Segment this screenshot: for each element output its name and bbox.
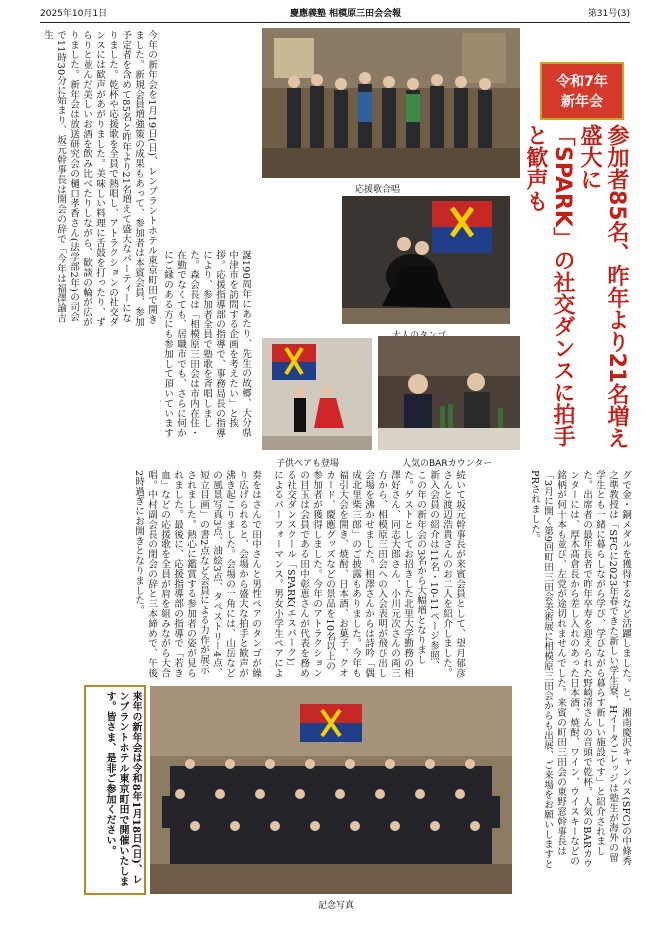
event-badge: [540, 62, 624, 120]
kids-caption: 子供ペアも登場: [276, 459, 340, 469]
badge-line2: 新年会: [561, 94, 603, 110]
article-guests-column: 続いて坂元幹事長が来賓会員として、望月郁彦さんと渡辺浩貴さんのお二人を紹介しました。新入会員の紹介は11名・10-11ページ参照、この年の新年会の3名から大幅増となりました。ゲストとしてお招きした北里大学勤務の相澤好さん、同志大郎さん、小川元次さんの両三方から、相模原三田会への入会表明が飛び出し会場を沸かせました。相澤さんからは詩吟「偶成北里柴三郎」のご披露もありました。今年も福引大会を開き、焼酎、日本酒、お菓子、クオカード、慶應グッズなどの景品を10名以上の参加者が獲得しました。今年のアトラクションの目玉は会員である田中彰恵さんが代表を務める社交ダンスクール「SPARK(エスパーク)」によるパーフォーマンス。男女小学生ペアによ: [272, 470, 465, 678]
headline-line1: 参加者85名、昨年より21名増え盛大に: [577, 124, 629, 450]
group-photo: [150, 686, 512, 894]
bar-caption: 人気のBARカウンター: [402, 459, 493, 469]
article-closing-column: 奏をはさんで田中さんと男性ペアのタンゴが繰り広げられると、会場から盛大な拍手と歓声が沸き起こりました。会場の一角には、山岳などの風景写真3点、油絵3点、タペストリー4点、短立目画」の書2点など会員による力作が展示されました。熱心に鑑賞する参加者の姿が見られました。最後に、応援指導部の指導で「若き血」などの応援歌を全員が肩を組みながら大合唱。中村副会長の閉会の辞と三本締めで、午後2時過ぎにお開きとなりました。: [133, 470, 261, 678]
headline-line2: 「SPARK」の社交ダンスに拍手と歓声も: [523, 124, 575, 447]
next-event-notice: [84, 685, 146, 895]
page-header: [40, 6, 630, 20]
notice-text: 来年の新年会は令和8年1月18日(日)、レンブラントホテル東京町田で開催いたします。皆さま、是非ご参加ください。: [104, 691, 141, 887]
bar-photo: [378, 336, 520, 450]
cheer-caption: 応援歌合唱: [355, 185, 401, 195]
tango-photo: [342, 196, 510, 324]
cheer-photo: [262, 28, 520, 178]
header-date: 2025年10月1日: [40, 9, 108, 19]
group-caption: 記念写真: [318, 901, 355, 911]
article-intro-column: 今年の新年会を1月19日(日)、レンブラントホテル東京町田で開きました。新規会員増強策の成果もあって、参加者は本賓会員、参加予定者を含めて85名と昨年より21名増えて盛大なパーティーになりました。乾杯や応援歌を全員で熱唱し、アトラクションの社交ダンスには歓声があがりました。美味しい料理に舌鼓を打ったり、ずらりと並んだ美しいお酒を飲み比べたりしながら、歓談の輪が広がりました。新年会は放送研究会の樋口孝香さん(法学部2年)の司会で11時30分に始まり、坂元幹事長は開会の辞で「今年は福澤諭吉生: [42, 30, 157, 327]
header-paper-title: 慶應義塾 相模原三田会会報: [290, 9, 402, 19]
article-remarks-column: グで金・銅メダルを獲得するなど活躍しました。と、湘南慶沢キャンパス(SFC)の中條秀之準教授は「SFCに2023年春できた新しい学生寮、Hイータごレッジは塾生が海外の留学生とも一緒に暮らしながら学び、学びながら暮らす新しい施設です」と紹介されました。出席者の最年長者で昨年卒寿を迎えられた野崎清さんの音頭で乾杯。人気のBARカウンターには、厚木髙倉長から差し入れのあった日本酒、焼酎、ワイン、ウイスキーなどの銘柄が何十本も並び、左党が途切れませんでした。来賓の町田三田会の東野窓幹事長は「3月に開く第9回町田三田会美術展に相模原三田会からも出展、ご来場をお願いしますとPRされました。: [529, 470, 631, 869]
kids-photo: [262, 338, 372, 450]
badge-line1: 令和7年: [556, 74, 608, 90]
article-greetings-column: 誕190周年にあたり、先生の故郷、大分県中津市を訪問する企画を考えたい」と挨拶。応援指導部の指導で、事務局長の指導により、参加者全員で塾歌を斉唱しました。森会長は「相模原三田会は市内在住・在勤でなくても、居職市でも、さらに何かにご縁のある方にも参加して頂いています: [162, 250, 251, 439]
headline: [520, 124, 630, 454]
header-rule: [40, 22, 630, 23]
header-issue: 第31号(3): [587, 9, 630, 19]
